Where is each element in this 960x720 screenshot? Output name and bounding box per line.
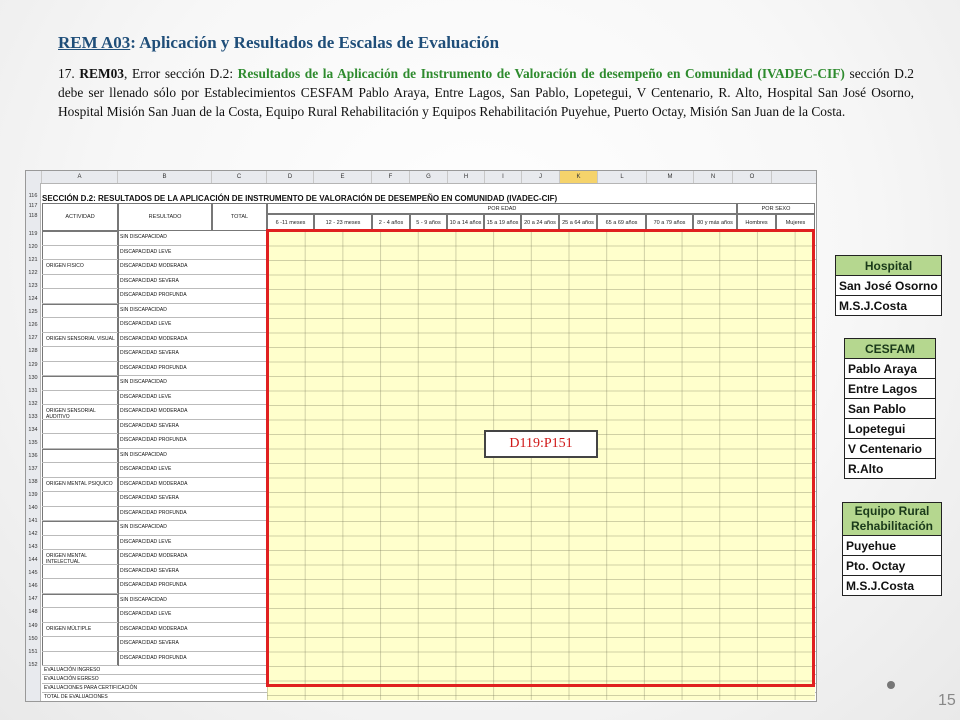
result-label: SIN DISCAPACIDAD (120, 524, 167, 530)
row-number: 125 (28, 309, 38, 316)
column-headers (26, 171, 816, 184)
footer-row-label: EVALUACIÓN EGRESO (44, 676, 99, 682)
row-number: 127 (28, 335, 38, 342)
highlight-box (266, 229, 815, 687)
result-cell (118, 420, 267, 435)
result-cell (118, 289, 267, 304)
row-number: 132 (28, 400, 38, 407)
result-label: SIN DISCAPACIDAD (120, 379, 167, 385)
column-header: F (372, 171, 410, 183)
hospital-header: Hospital (836, 256, 942, 276)
row-number: 117 (28, 203, 38, 209)
row-number: 128 (28, 348, 38, 355)
result-cell (118, 536, 267, 551)
result-cell (118, 492, 267, 507)
group-label: ORIGEN MENTAL PSIQUICO (46, 480, 113, 487)
desc-rest: sección D.2 debe ser llenado sólo por Establecimientos CESFAM Pablo Araya, Entre Lagos, San Pablo, Lopetegui, V Centenario, R. Alto, Hospital San José Osorno, Hospital Misión San Juan de la Costa, Equipo Rural Rehabilitación y Equipos Rehabilitación Puyehue, Puerto Octay, Misión San Juan de la Costa. (58, 66, 914, 119)
result-cell (118, 275, 267, 290)
result-label: SIN DISCAPACIDAD (120, 596, 167, 603)
title-code: REM A03 (58, 33, 131, 52)
result-label: DISCAPACIDAD PROFUNDA (120, 364, 187, 371)
result-cell (118, 478, 267, 493)
header-age: 25 a 64 años (559, 214, 597, 231)
header-age: 2 - 4 años (372, 214, 410, 231)
result-cell (118, 231, 267, 246)
header-por-sexo: POR SEXO (737, 203, 815, 214)
result-cell (118, 391, 267, 406)
range-callout: D119:P151 (484, 430, 598, 458)
result-label: SIN DISCAPACIDAD (120, 234, 167, 240)
row-number: 142 (28, 531, 38, 538)
desc-prefix: 17. (58, 66, 80, 81)
result-cell (118, 623, 267, 638)
header-por-edad: POR EDAD (267, 203, 737, 214)
cesfam-row: Entre Lagos (845, 379, 936, 399)
row-number: 133 (28, 413, 38, 420)
result-cell (118, 304, 267, 319)
header-age: 20 a 24 años (521, 214, 559, 231)
header-resultado: RESULTADO (118, 203, 212, 231)
row-number: 121 (28, 257, 38, 264)
result-label: DISCAPACIDAD PROFUNDA (120, 582, 187, 588)
result-cell (118, 260, 267, 275)
row-number: 123 (28, 283, 38, 290)
result-cell (118, 608, 267, 623)
header-age: 65 a 69 años (597, 214, 646, 231)
row-number: 146 (28, 583, 38, 590)
result-label: DISCAPACIDAD PROFUNDA (120, 292, 187, 298)
result-cell (118, 565, 267, 580)
result-cell (118, 246, 267, 261)
result-label: DISCAPACIDAD MODERADA (120, 480, 188, 487)
result-cell (118, 405, 267, 420)
result-label: DISCAPACIDAD PROFUNDA (120, 509, 187, 516)
column-header: B (118, 171, 212, 183)
result-cell (118, 449, 267, 464)
column-header: H (448, 171, 485, 183)
rural-row: M.S.J.Costa (843, 576, 942, 596)
row-number: 131 (28, 387, 38, 394)
group-label: ORIGEN SENSORIAL AUDITIVO (46, 408, 96, 420)
result-label: SIN DISCAPACIDAD (120, 451, 167, 458)
result-label: DISCAPACIDAD LEVE (120, 393, 172, 400)
group-label: ORIGEN MENTAL INTELECTUAL (46, 553, 87, 565)
desc-instrument: Resultados de la Aplicación de Instrumento de Valoración de desempeño en Comunidad (IVADEC-CIF) (237, 66, 845, 81)
cesfam-header: CESFAM (845, 339, 936, 359)
result-label: DISCAPACIDAD SEVERA (120, 495, 179, 501)
result-cell (118, 333, 267, 348)
cesfam-table (844, 338, 936, 479)
slide-title (58, 33, 499, 53)
result-label: DISCAPACIDAD PROFUNDA (120, 654, 187, 661)
row-number: 144 (28, 557, 38, 564)
column-header: J (522, 171, 560, 183)
cesfam-row: Lopetegui (845, 419, 936, 439)
row-number: 152 (28, 661, 38, 668)
result-label: DISCAPACIDAD MODERADA (120, 263, 188, 269)
column-header: O (733, 171, 772, 183)
result-label: DISCAPACIDAD LEVE (120, 466, 172, 472)
row-number: 139 (28, 492, 38, 498)
page-number: 15 (938, 692, 956, 709)
row-number: 130 (28, 374, 38, 381)
rural-row: Puyehue (843, 536, 942, 556)
row-number: 137 (28, 465, 38, 472)
result-cell (118, 652, 267, 667)
result-label: DISCAPACIDAD LEVE (120, 611, 172, 617)
result-cell (118, 507, 267, 522)
row-number: 126 (28, 322, 38, 329)
result-label: DISCAPACIDAD SEVERA (120, 567, 179, 574)
result-cell (118, 318, 267, 333)
header-age: 70 a 79 años (646, 214, 693, 231)
row-number: 151 (28, 648, 38, 655)
result-cell (118, 550, 267, 565)
row-number: 149 (28, 622, 38, 629)
footer-row-label: TOTAL DE EVALUACIONES (44, 694, 108, 700)
cesfam-row: Pablo Araya (845, 359, 936, 379)
row-number: 147 (28, 596, 38, 603)
hospital-row: M.S.J.Costa (836, 296, 942, 316)
group-label: ORIGEN SENSORIAL VISUAL (46, 335, 115, 342)
row-number: 118 (28, 213, 38, 219)
result-cell (118, 594, 267, 609)
row-number: 120 (28, 244, 38, 251)
rural-header: Equipo Rural Rehabilitación (843, 503, 942, 536)
header-age: 6 -11 meses (267, 214, 314, 231)
row-number: 148 (28, 609, 38, 616)
header-actividad: ACTIVIDAD (42, 203, 118, 231)
row-number: 136 (28, 452, 38, 459)
result-cell (118, 463, 267, 478)
row-number: 129 (28, 361, 38, 368)
row-number: 145 (28, 570, 38, 577)
result-label: SIN DISCAPACIDAD (120, 306, 167, 313)
row-number: 119 (28, 231, 38, 237)
desc-error: , Error sección D.2: (124, 66, 238, 81)
desc-rem: REM03 (79, 66, 124, 81)
column-header: L (598, 171, 647, 183)
bullet-dot-icon (887, 681, 895, 689)
result-cell (118, 434, 267, 449)
header-age: 12 - 23 meses (314, 214, 372, 231)
column-header: I (485, 171, 522, 183)
result-label: DISCAPACIDAD MODERADA (120, 625, 188, 632)
result-label: DISCAPACIDAD SEVERA (120, 422, 179, 429)
row-numbers (26, 183, 41, 701)
column-header: A (42, 171, 118, 183)
slide-description (58, 64, 914, 121)
footer-row-label: EVALUACIONES PARA CERTIFICACIÓN (44, 685, 138, 691)
result-label: DISCAPACIDAD MODERADA (120, 408, 188, 414)
header-sexo: Mujeres (776, 214, 815, 231)
column-header: C (212, 171, 267, 183)
row-number: 122 (28, 270, 38, 277)
column-header: G (410, 171, 448, 183)
result-label: DISCAPACIDAD LEVE (120, 321, 172, 327)
row-number: 116 (28, 193, 38, 199)
result-label: DISCAPACIDAD MODERADA (120, 553, 188, 559)
header-sexo: Hombres (737, 214, 776, 231)
header-age: 15 a 19 años (484, 214, 521, 231)
cesfam-row: San Pablo (845, 399, 936, 419)
hospital-table (835, 255, 942, 316)
corner-cell (26, 171, 42, 183)
result-cell (118, 579, 267, 594)
column-header: M (647, 171, 694, 183)
result-cell (118, 362, 267, 377)
column-header: E (314, 171, 372, 183)
header-total: TOTAL (212, 203, 267, 231)
row-number: 134 (28, 426, 38, 433)
group-label: ORIGEN MÚLTIPLE (46, 625, 92, 632)
result-cell (118, 376, 267, 391)
header-age: 80 y más años (693, 214, 737, 231)
group-label: ORIGEN FISICO (46, 263, 84, 269)
section-title: SECCIÓN D.2: RESULTADOS DE LA APLICACIÓN DE INSTRUMENTO DE VALORACIÓN DE DESEMPEÑO EN COMUNIDAD (IVADEC-CIF) (42, 194, 558, 203)
cesfam-row: R.Alto (845, 459, 936, 479)
header-age: 5 - 9 años (410, 214, 447, 231)
result-label: DISCAPACIDAD MODERADA (120, 335, 188, 342)
row-number: 138 (28, 478, 38, 485)
row-number: 140 (28, 505, 38, 512)
result-label: DISCAPACIDAD SEVERA (120, 277, 179, 284)
row-number: 124 (28, 296, 38, 303)
result-cell (118, 637, 267, 652)
result-cell (118, 521, 267, 536)
cesfam-row: V Centenario (845, 439, 936, 459)
result-cell (118, 347, 267, 362)
result-label: DISCAPACIDAD PROFUNDA (120, 437, 187, 443)
row-number: 135 (28, 439, 38, 446)
rural-table (842, 502, 942, 596)
column-header: D (267, 171, 314, 183)
result-label: DISCAPACIDAD SEVERA (120, 640, 179, 646)
row-number: 141 (28, 518, 38, 525)
column-header: K (560, 171, 598, 183)
column-header: N (694, 171, 733, 183)
row-number: 143 (28, 544, 38, 551)
hospital-row: San José Osorno (836, 276, 942, 296)
result-label: DISCAPACIDAD SEVERA (120, 350, 179, 356)
rural-row: Pto. Octay (843, 556, 942, 576)
row-number: 150 (28, 635, 38, 642)
result-label: DISCAPACIDAD LEVE (120, 248, 172, 255)
footer-row-label: EVALUACIÓN INGRESO (44, 667, 101, 673)
result-label: DISCAPACIDAD LEVE (120, 538, 172, 545)
header-age: 10 a 14 años (447, 214, 484, 231)
title-rest: : Aplicación y Resultados de Escalas de Evaluación (130, 33, 500, 52)
